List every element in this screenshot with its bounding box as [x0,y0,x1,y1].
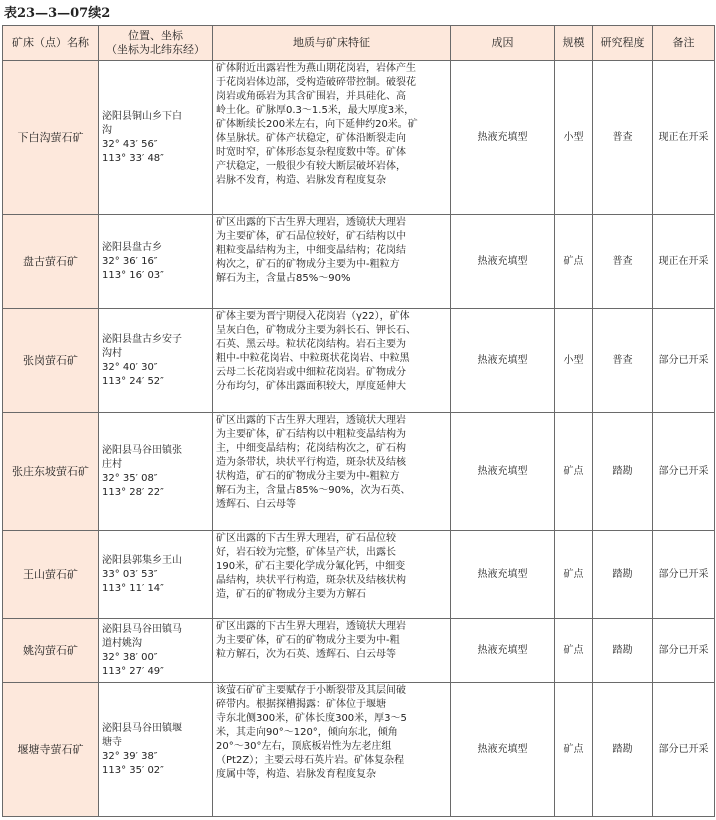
research-level-cell: 踏勘 [593,413,653,531]
remark-cell: 部分已开采 [653,683,715,817]
feature-line: （Pt2Z）；主要云母石英片岩。矿体复杂程 [216,755,405,766]
table-row [3,413,715,531]
scale-cell: 矿点 [555,683,593,817]
header-location [99,26,213,61]
location-place-line: 泌阳县铜山乡下白 [102,110,182,122]
table-row [3,531,715,619]
geology-features-cell [213,683,451,817]
feature-line: 矿区出露的下古生界大理岩，透镜状大理岩 [216,415,406,426]
deposit-name-cell: 张庄东坡萤石矿 [3,413,99,531]
feature-line: 构次之，矿石的矿物成分主要为中-粗粒方 [216,259,400,270]
header-name: 矿床（点）名称 [3,26,99,61]
longitude: 113° 24′ 52″ [102,375,164,387]
feature-line: 于花岗岩体边部，受构造破碎带控制。破裂花 [216,77,416,88]
header-row [3,26,715,61]
feature-line: 造为条带状，块状平行构造，斑杂状及结核 [216,457,406,468]
latitude: 32° 43′ 56″ [102,138,158,150]
location-place-line: 泌阳县马谷田镇堰 [102,722,182,734]
feature-line: 米，其走向90°～120°，倾向东北，倾角 [216,727,398,738]
feature-line: 矿区出露的下古生界大理岩，透镜状大理岩 [216,217,406,228]
feature-line: 寺东北侧300米，矿体长度300米，厚3～5 [216,713,407,724]
geology-features-cell [213,619,451,683]
location-cell [99,413,213,531]
feature-line: 为主要矿体，矿石结构以中粗粒变晶结构为 [216,429,406,440]
scale-cell: 矿点 [555,531,593,619]
location-cell [99,683,213,817]
feature-line: 产状稳定，一般很少有较大断层破坏岩体， [216,161,406,172]
header-scale: 规模 [555,26,593,61]
location-place-line: 沟村 [102,347,122,359]
feature-line: 石英、黑云母。粒状花岗结构。岩石主要为 [216,339,406,350]
feature-line: 20°～30°左右，顶底板岩性为左老庄组 [216,741,392,752]
deposit-name-cell: 盘古萤石矿 [3,215,99,309]
feature-line: 为主要矿体，矿石品位较好，矿石结构以中 [216,231,406,242]
feature-line: 矿区出露的下古生界大理岩，矿石品位较 [216,533,396,544]
location-place-line: 泌阳县马谷田镇张 [102,444,182,456]
latitude: 32° 40′ 30″ [102,361,158,373]
deposit-name-cell: 姚沟萤石矿 [3,619,99,683]
research-level-cell: 踏勘 [593,531,653,619]
feature-line: 透辉石、白云母等 [216,499,296,510]
feature-line: 主，中细变晶结构；花岗结构次之，矿石构 [216,443,406,454]
geology-features-cell [213,531,451,619]
latitude: 32° 36′ 16″ [102,255,158,267]
longitude: 113° 16′ 03″ [102,269,164,281]
genesis-cell: 热液充填型 [451,215,555,309]
research-level-cell: 踏勘 [593,619,653,683]
research-level-cell: 普查 [593,61,653,215]
table-row [3,619,715,683]
header-research: 研究程度 [593,26,653,61]
feature-line: 粒方解石，次为石英、透辉石、白云母等 [216,649,396,660]
latitude: 32° 38′ 00″ [102,651,158,663]
feature-line: 矿区出露的下古生界大理岩，透镜状大理岩 [216,621,406,632]
feature-line: 粗中-中粒花岗岩、中粒斑状花岗岩、中粒黑 [216,353,410,364]
feature-line: 矿体主要为晋宁期侵入花岗岩（γ22），矿体 [216,311,410,322]
feature-line: 度属中等，构造、岩脉发育程度复杂 [216,769,376,780]
feature-line: 晶结构，块状平行构造，斑杂状及结核状构 [216,575,406,586]
feature-line: 岩脉不发育，构造、岩脉发育程度复杂 [216,175,386,186]
longitude: 113° 28′ 22″ [102,486,164,498]
deposit-name-cell: 堰塘寺萤石矿 [3,683,99,817]
genesis-cell: 热液充填型 [451,619,555,683]
deposit-table [2,25,715,817]
remark-cell: 部分已开采 [653,309,715,413]
location-place-line: 泌阳县郭集乡王山 [102,554,182,566]
location-place-line: 沟 [102,124,112,136]
feature-line: 该萤石矿矿主要赋存于小断裂带及其层间破 [216,685,406,696]
location-place-line: 塘寺 [102,736,122,748]
scale-cell: 小型 [555,61,593,215]
genesis-cell: 热液充填型 [451,531,555,619]
deposit-name-cell: 张岗萤石矿 [3,309,99,413]
location-cell [99,309,213,413]
feature-line: 岭土化。矿脉厚0.3～1.5米，最大厚度3米， [216,105,415,116]
genesis-cell: 热液充填型 [451,309,555,413]
location-cell [99,531,213,619]
research-level-cell: 踏勘 [593,683,653,817]
header-location-sub: （坐标为北纬东经） [106,43,205,56]
deposit-name-cell: 王山萤石矿 [3,531,99,619]
latitude: 33° 03′ 53″ [102,568,158,580]
geology-features-cell [213,61,451,215]
location-place-line: 泌阳县盘古乡安子 [102,333,182,345]
table-row [3,683,715,817]
feature-line: 矿体断续长200米左右，向下延伸约20米。矿 [216,119,418,130]
geology-features-cell [213,215,451,309]
latitude: 32° 35′ 08″ [102,472,158,484]
location-cell [99,61,213,215]
scale-cell: 矿点 [555,215,593,309]
header-remark: 备注 [653,26,715,61]
feature-line: 好，岩石较为完整，矿体呈产状，出露长 [216,547,396,558]
location-place-line: 泌阳县盘古乡 [102,241,162,253]
table-caption: 表23—3—07续2 [4,6,111,21]
remark-cell: 现正在开采 [653,61,715,215]
feature-line: 粗粒变晶结构为主，中细变晶结构；花岗结 [216,245,406,256]
longitude: 113° 11′ 14″ [102,582,164,594]
table-row [3,61,715,215]
latitude: 32° 39′ 38″ [102,750,158,762]
table-row [3,309,715,413]
genesis-cell: 热液充填型 [451,683,555,817]
research-level-cell: 普查 [593,215,653,309]
geology-features-cell [213,309,451,413]
longitude: 113° 35′ 02″ [102,764,164,776]
header-location-label: 位置、坐标 [128,29,183,42]
table-body [3,61,715,817]
location-cell [99,215,213,309]
scale-cell: 矿点 [555,619,593,683]
table-row [3,215,715,309]
location-cell [99,619,213,683]
feature-line: 碎带内。根据探槽揭露：矿体位于堰塘 [216,699,386,710]
feature-line: 解石为主，含量占85%～90%，次为石英、 [216,485,411,496]
feature-line: 矿体附近出露岩性为燕山期花岗岩，岩体产生 [216,63,416,74]
remark-cell: 部分已开采 [653,619,715,683]
genesis-cell: 热液充填型 [451,413,555,531]
remark-cell: 现正在开采 [653,215,715,309]
feature-line: 呈灰白色，矿物成分主要为斜长石、钾长石、 [216,325,416,336]
research-level-cell: 普查 [593,309,653,413]
feature-line: 岗岩或角砾岩为其含矿围岩，并具硅化、高 [216,91,406,102]
deposit-name-cell: 下白沟萤石矿 [3,61,99,215]
feature-line: 云母二长花岗岩或中细粒花岗岩。矿物成分 [216,367,406,378]
location-place-line: 庄村 [102,458,122,470]
feature-line: 体呈脉状。矿体产状稳定，矿体沿断裂走向 [216,133,406,144]
geology-features-cell [213,413,451,531]
remark-cell: 部分已开采 [653,531,715,619]
scale-cell: 矿点 [555,413,593,531]
header-geology: 地质与矿床特征 [213,26,451,61]
header-genesis: 成因 [451,26,555,61]
feature-line: 解石为主，含量占85%～90% [216,273,351,284]
location-place-line: 道村姚沟 [102,637,142,649]
feature-line: 时宽时窄，矿体形态复杂程度数中等。矿体 [216,147,406,158]
feature-line: 造，矿石的矿物成分主要为方解石 [216,589,366,600]
location-place-line: 泌阳县马谷田镇马 [102,623,182,635]
genesis-cell: 热液充填型 [451,61,555,215]
remark-cell: 部分已开采 [653,413,715,531]
feature-line: 190米，矿石主要化学成分氟化钙，中细变 [216,561,406,572]
feature-line: 状构造，矿石的矿物成分主要为中-粗粒方 [216,471,400,482]
feature-line: 分布均匀，矿体出露面积较大，厚度延伸大 [216,381,406,392]
longitude: 113° 27′ 49″ [102,665,164,677]
longitude: 113° 33′ 48″ [102,152,164,164]
feature-line: 为主要矿体，矿石的矿物成分主要为中-粗 [216,635,400,646]
scale-cell: 小型 [555,309,593,413]
